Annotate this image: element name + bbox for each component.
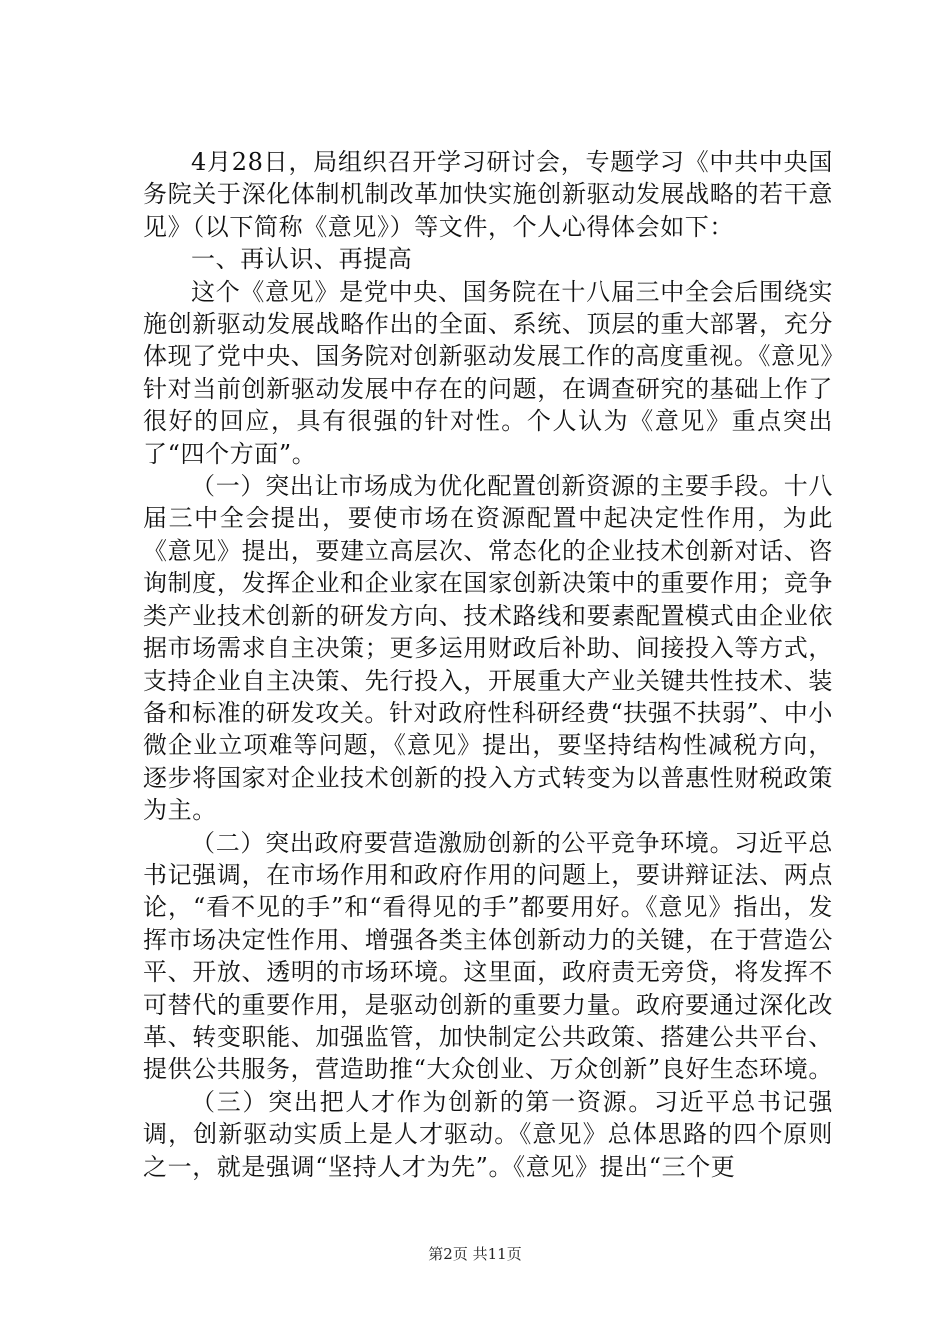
section-heading-1: 一、再认识、再提高 [191, 245, 413, 274]
paragraph-point-1: （一）突出让市场成为优化配置创新资源的主要手段。十八届三中全会提出，要使市场在资源配置中起决定性作用，为此《意见》提出，要建立高层次、常态化的企业技术创新对话、咨询制度，发挥企业和企业家在国家创新决策中的重要作用；竞争类产业技术创新的研发方向、技术路线和要素配置模式由企业依据市场需求自主决策；更多运用财政后补助、间接投入等方式，支持企业自主决策、先行投入，开展重大产业关键共性技术、装备和标准的研发攻关。针对政府性科研经费“扶强不扶弱”、中小微企业立项难等问题，《意见》提出，要坚持结构性减税方向，逐步将国家对企业技术创新的投入方式转变为以普惠性财税政策为主。 [143, 472, 833, 825]
paragraph-overview: 这个《意见》是党中央、国务院在十八届三中全会后围绕实施创新驱动发展战略作出的全面、系统、顶层的重大部署，充分体现了党中央、国务院对创新驱动发展工作的高度重视。《意见》针对当前创新驱动发展中存在的问题，在调查研究的基础上作了很好的回应，具有很强的针对性。个人认为《意见》重点突出了“四个方面”。 [143, 277, 833, 468]
paragraph-intro: 4月28日，局组织召开学习研讨会，专题学习《中共中央国务院关于深化体制机制改革加快实施创新驱动发展战略的若干意见》（以下简称《意见》）等文件，个人心得体会如下： [143, 148, 833, 241]
page-footer [0, 1244, 950, 1264]
page-number: 第2页 共11页 [428, 1245, 522, 1263]
paragraph-point-2: （二）突出政府要营造激励创新的公平竞争环境。习近平总书记强调，在市场作用和政府作用的问题上，要讲辩证法、两点论，“看不见的手”和“看得见的手”都要用好。《意见》指出，发挥市场决定性作用、增强各类主体创新动力的关键，在于营造公平、开放、透明的市场环境。这里面，政府责无旁贷，将发挥不可替代的重要作用，是驱动创新的重要力量。政府要通过深化改革、转变职能、加强监管，加快制定公共政策、搭建公共平台、提供公共服务，营造助推“大众创业、万众创新”良好生态环境。 [143, 828, 833, 1084]
paragraph-point-3: （三）突出把人才作为创新的第一资源。习近平总书记强调，创新驱动实质上是人才驱动。《意见》总体思路的四个原则之一，就是强调“坚持人才为先”。《意见》提出“三个更 [143, 1087, 833, 1181]
document-body [143, 146, 833, 1183]
